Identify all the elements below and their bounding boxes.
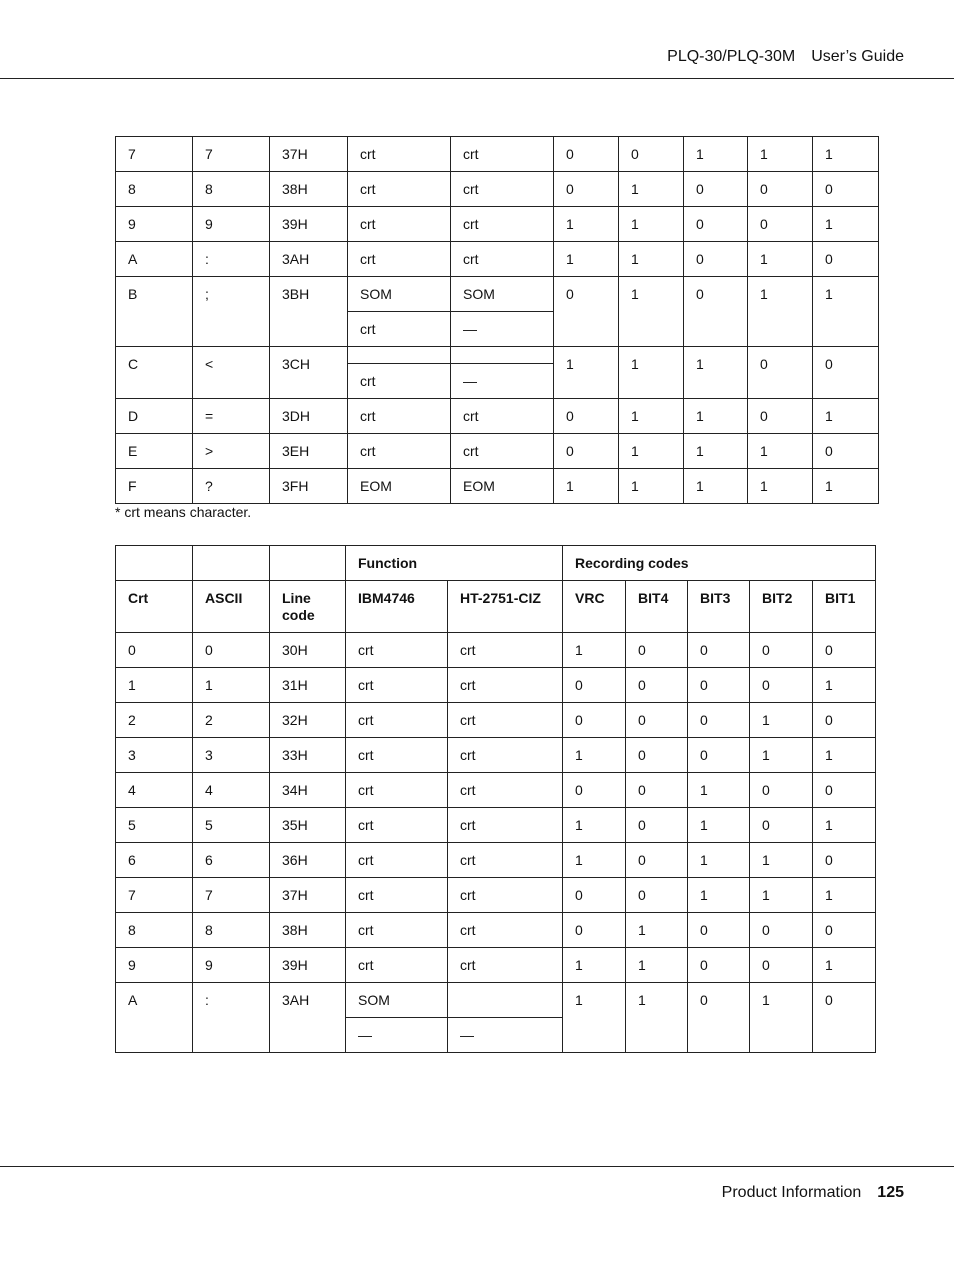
column-header: BIT1 <box>813 581 876 633</box>
table-cell: crt <box>348 137 451 172</box>
page-header <box>667 48 904 66</box>
table-cell: crt <box>451 207 554 242</box>
table-cell: crt <box>346 808 448 843</box>
table-cell: 0 <box>619 137 684 172</box>
table-cell: 0 <box>750 913 813 948</box>
table-cell: crt <box>448 913 563 948</box>
table-cell: SOM <box>346 983 448 1018</box>
table-cell: 0 <box>813 983 876 1053</box>
table-cell: < <box>193 347 270 399</box>
table-cell: 7 <box>193 137 270 172</box>
table-row <box>116 469 879 504</box>
table-cell: 30H <box>270 633 346 668</box>
header-guide: User’s Guide <box>811 48 904 65</box>
table-row <box>116 843 876 878</box>
table-cell: F <box>116 469 193 504</box>
table-cell: 5 <box>193 808 270 843</box>
table-cell: 0 <box>563 773 626 808</box>
code-table-continued <box>115 136 879 504</box>
column-header: Crt <box>116 581 193 633</box>
table-cell: 2 <box>116 703 193 738</box>
table-cell: 1 <box>684 399 748 434</box>
table-cell: 1 <box>750 738 813 773</box>
table-cell: 0 <box>554 137 619 172</box>
table-cell: crt <box>346 913 448 948</box>
table-cell: 1 <box>619 172 684 207</box>
table-cell: A <box>116 242 193 277</box>
table-cell: 3CH <box>270 347 348 399</box>
table-cell: crt <box>448 808 563 843</box>
table-row <box>116 207 879 242</box>
table-cell: 1 <box>563 843 626 878</box>
table-cell: 1 <box>813 277 879 347</box>
table-cell: 0 <box>688 668 750 703</box>
table-cell: 0 <box>813 347 879 399</box>
table-cell: 31H <box>270 668 346 703</box>
table-cell: 3 <box>116 738 193 773</box>
table-cell: 0 <box>813 913 876 948</box>
table-cell: 9 <box>193 207 270 242</box>
table-cell: 3DH <box>270 399 348 434</box>
table-cell: 8 <box>116 913 193 948</box>
table-cell: SOM <box>451 277 554 312</box>
table-cell: 32H <box>270 703 346 738</box>
table-cell: 0 <box>684 172 748 207</box>
column-header: VRC <box>563 581 626 633</box>
table-row <box>116 738 876 773</box>
table-row <box>116 808 876 843</box>
table-row <box>116 703 876 738</box>
table-cell: : <box>193 983 270 1053</box>
table-cell: 1 <box>688 878 750 913</box>
table-cell: 0 <box>748 207 813 242</box>
table-cell: 1 <box>626 983 688 1053</box>
table-cell: 0 <box>813 633 876 668</box>
table-cell: 0 <box>193 633 270 668</box>
table-cell: crt <box>448 773 563 808</box>
table-cell: 7 <box>116 137 193 172</box>
column-header: Line code <box>270 581 346 633</box>
table-cell: 1 <box>748 137 813 172</box>
table1-row-b-group <box>116 277 879 347</box>
table-cell: 0 <box>750 773 813 808</box>
table-cell: 1 <box>748 277 813 347</box>
table-cell <box>448 983 563 1018</box>
table-cell: crt <box>346 703 448 738</box>
table2-body <box>116 633 876 1053</box>
table-cell: 1 <box>193 668 270 703</box>
table-cell: — <box>451 312 554 347</box>
table-row <box>116 983 876 1018</box>
table-cell: 1 <box>619 399 684 434</box>
table-cell: 1 <box>813 738 876 773</box>
table-cell: crt <box>346 878 448 913</box>
table-cell: 39H <box>270 948 346 983</box>
table-cell: crt <box>448 633 563 668</box>
table-cell: 0 <box>554 277 619 347</box>
table-cell: 1 <box>688 808 750 843</box>
table-cell: 34H <box>270 773 346 808</box>
table-header-cell <box>193 546 270 581</box>
table-cell: 37H <box>270 878 346 913</box>
table-cell: 8 <box>193 913 270 948</box>
table-cell: 0 <box>684 277 748 347</box>
column-header: HT-2751-CIZ <box>448 581 563 633</box>
table-row <box>116 773 876 808</box>
table-cell: 1 <box>626 913 688 948</box>
table-cell: EOM <box>348 469 451 504</box>
table-cell: E <box>116 434 193 469</box>
table-cell: D <box>116 399 193 434</box>
table-cell: 7 <box>193 878 270 913</box>
table-cell: 0 <box>688 633 750 668</box>
table-header-cell <box>270 546 346 581</box>
table-cell: crt <box>451 399 554 434</box>
table1-rows-top <box>116 137 879 277</box>
table-row <box>116 172 879 207</box>
table-cell: 0 <box>626 633 688 668</box>
header-rule <box>0 78 954 79</box>
table-cell: crt <box>348 172 451 207</box>
table-row <box>116 434 879 469</box>
table-cell: 0 <box>813 703 876 738</box>
table-cell: crt <box>346 738 448 773</box>
table-cell: crt <box>451 434 554 469</box>
table-cell: 0 <box>813 434 879 469</box>
table-cell: C <box>116 347 193 399</box>
table-cell: 0 <box>813 843 876 878</box>
table-cell: 0 <box>626 738 688 773</box>
table2-header <box>116 546 876 633</box>
table-cell: 1 <box>563 738 626 773</box>
table-cell: crt <box>348 399 451 434</box>
table-cell: 6 <box>116 843 193 878</box>
column-header: ASCII <box>193 581 270 633</box>
table-cell: 1 <box>684 434 748 469</box>
table-cell: 0 <box>750 633 813 668</box>
column-header: BIT2 <box>750 581 813 633</box>
table-cell: 1 <box>684 469 748 504</box>
table-cell: 0 <box>750 668 813 703</box>
table-cell: 1 <box>813 668 876 703</box>
table-row <box>116 347 879 364</box>
column-header: IBM4746 <box>346 581 448 633</box>
table-cell: 0 <box>626 773 688 808</box>
table-cell: 0 <box>684 242 748 277</box>
table-cell: 9 <box>193 948 270 983</box>
table-cell: 1 <box>619 469 684 504</box>
table-cell: crt <box>346 843 448 878</box>
table-row <box>116 668 876 703</box>
table-row <box>116 137 879 172</box>
table-cell: 1 <box>748 434 813 469</box>
table-cell: 1 <box>748 469 813 504</box>
table-cell: 0 <box>688 913 750 948</box>
table-cell: ? <box>193 469 270 504</box>
function-group-header: Function <box>346 546 563 581</box>
table-cell: 1 <box>563 983 626 1053</box>
table-cell: 0 <box>813 172 879 207</box>
table-cell: crt <box>448 738 563 773</box>
table-cell: — <box>448 1018 563 1053</box>
table-cell: ; <box>193 277 270 347</box>
table-row <box>116 948 876 983</box>
table-cell: 35H <box>270 808 346 843</box>
table-header-cell <box>116 546 193 581</box>
table-cell: 1 <box>813 469 879 504</box>
table-cell: 33H <box>270 738 346 773</box>
table-cell: A <box>116 983 193 1053</box>
table-cell: crt <box>451 242 554 277</box>
table-cell: 6 <box>193 843 270 878</box>
table-cell: 9 <box>116 207 193 242</box>
table-cell: 0 <box>563 703 626 738</box>
footer-rule <box>0 1166 954 1167</box>
table-cell: 0 <box>813 773 876 808</box>
table-cell: 0 <box>748 399 813 434</box>
table-cell: 4 <box>116 773 193 808</box>
table-cell: crt <box>448 668 563 703</box>
table-cell: 1 <box>619 207 684 242</box>
table-cell: 37H <box>270 137 348 172</box>
table-group-header-row <box>116 546 876 581</box>
table-cell: 1 <box>750 878 813 913</box>
table-cell: crt <box>448 843 563 878</box>
table-cell: crt <box>346 948 448 983</box>
table-cell: EOM <box>451 469 554 504</box>
table-cell: 1 <box>813 137 879 172</box>
page-footer <box>722 1184 904 1202</box>
table-cell: 3FH <box>270 469 348 504</box>
table-cell: — <box>451 364 554 399</box>
table-cell: 1 <box>619 347 684 399</box>
table1-rows-bottom <box>116 399 879 504</box>
table-note: * crt means character. <box>115 504 252 520</box>
table-cell: 1 <box>563 808 626 843</box>
table-cell: crt <box>348 312 451 347</box>
table-cell: 39H <box>270 207 348 242</box>
table-cell: 0 <box>688 983 750 1053</box>
table-cell: crt <box>451 137 554 172</box>
table-cell: 0 <box>750 948 813 983</box>
table-cell: 0 <box>626 808 688 843</box>
table-cell: 1 <box>554 469 619 504</box>
table-cell: 3 <box>193 738 270 773</box>
table-cell: 8 <box>193 172 270 207</box>
table-row <box>116 399 879 434</box>
table-cell: 0 <box>813 242 879 277</box>
table-cell: crt <box>346 668 448 703</box>
header-model: PLQ-30/PLQ-30M <box>667 48 796 65</box>
table-cell: 0 <box>626 668 688 703</box>
table-cell: 0 <box>116 633 193 668</box>
table-cell: 1 <box>684 137 748 172</box>
table-cell: crt <box>346 633 448 668</box>
table-cell: 3BH <box>270 277 348 347</box>
table-cell: crt <box>348 207 451 242</box>
table-cell: B <box>116 277 193 347</box>
table-cell: 0 <box>626 878 688 913</box>
table-cell: 1 <box>619 277 684 347</box>
table-cell: 0 <box>554 172 619 207</box>
table-cell <box>348 347 451 364</box>
recording-codes-group-header: Recording codes <box>563 546 876 581</box>
table-cell: 0 <box>688 703 750 738</box>
table-cell: crt <box>451 172 554 207</box>
table-cell: 0 <box>554 434 619 469</box>
table-cell: 9 <box>116 948 193 983</box>
table-cell: 1 <box>688 773 750 808</box>
table-cell: 0 <box>748 172 813 207</box>
table-cell <box>451 347 554 364</box>
column-header: BIT4 <box>626 581 688 633</box>
table-cell: 1 <box>563 633 626 668</box>
table-row <box>116 913 876 948</box>
table-cell: 0 <box>626 843 688 878</box>
table-cell: 1 <box>554 347 619 399</box>
table-cell: 4 <box>193 773 270 808</box>
code-table <box>115 545 876 1053</box>
table-cell: crt <box>348 364 451 399</box>
table-cell: 0 <box>563 878 626 913</box>
table1-row-c-group <box>116 347 879 399</box>
table-cell: 1 <box>563 948 626 983</box>
table-cell: 38H <box>270 172 348 207</box>
table-cell: 36H <box>270 843 346 878</box>
table-cell: > <box>193 434 270 469</box>
table-cell: 0 <box>626 703 688 738</box>
table-cell: 0 <box>684 207 748 242</box>
table-row <box>116 878 876 913</box>
table-cell: 8 <box>116 172 193 207</box>
table-cell: 1 <box>813 948 876 983</box>
table-cell: 1 <box>813 399 879 434</box>
table-cell: 5 <box>116 808 193 843</box>
table-header-row <box>116 581 876 633</box>
table-cell: crt <box>448 878 563 913</box>
table-row <box>116 277 879 312</box>
table-cell: SOM <box>348 277 451 312</box>
table-cell: 3AH <box>270 242 348 277</box>
table-row <box>116 633 876 668</box>
table-cell: 1 <box>554 242 619 277</box>
table-cell: 1 <box>750 843 813 878</box>
table-cell: — <box>346 1018 448 1053</box>
table-cell: 1 <box>619 434 684 469</box>
table-cell: 0 <box>750 808 813 843</box>
footer-section: Product Information <box>721 1184 862 1201</box>
table-cell: 0 <box>688 948 750 983</box>
column-header: BIT3 <box>688 581 750 633</box>
table-cell: 1 <box>626 948 688 983</box>
table-cell: 1 <box>750 703 813 738</box>
table-cell: 1 <box>748 242 813 277</box>
table-cell: crt <box>346 773 448 808</box>
table-cell: 1 <box>684 347 748 399</box>
table-row <box>116 242 879 277</box>
table-cell: crt <box>448 948 563 983</box>
table-cell: crt <box>448 703 563 738</box>
table-cell: : <box>193 242 270 277</box>
table-cell: 1 <box>116 668 193 703</box>
table-cell: crt <box>348 434 451 469</box>
table-cell: 3EH <box>270 434 348 469</box>
table-cell: 0 <box>688 738 750 773</box>
table-cell: 0 <box>563 668 626 703</box>
table-cell: 38H <box>270 913 346 948</box>
table-cell: 1 <box>750 983 813 1053</box>
table-cell: 0 <box>554 399 619 434</box>
table-cell: 1 <box>688 843 750 878</box>
table-cell: 7 <box>116 878 193 913</box>
table-cell: 0 <box>748 347 813 399</box>
table-cell: 1 <box>619 242 684 277</box>
table-cell: 1 <box>813 808 876 843</box>
table-cell: = <box>193 399 270 434</box>
page-number: 125 <box>877 1184 904 1201</box>
table-cell: 1 <box>813 207 879 242</box>
table-cell: 3AH <box>270 983 346 1053</box>
table-cell: crt <box>348 242 451 277</box>
table-cell: 1 <box>813 878 876 913</box>
table-cell: 1 <box>554 207 619 242</box>
table-cell: 0 <box>563 913 626 948</box>
table-cell: 2 <box>193 703 270 738</box>
